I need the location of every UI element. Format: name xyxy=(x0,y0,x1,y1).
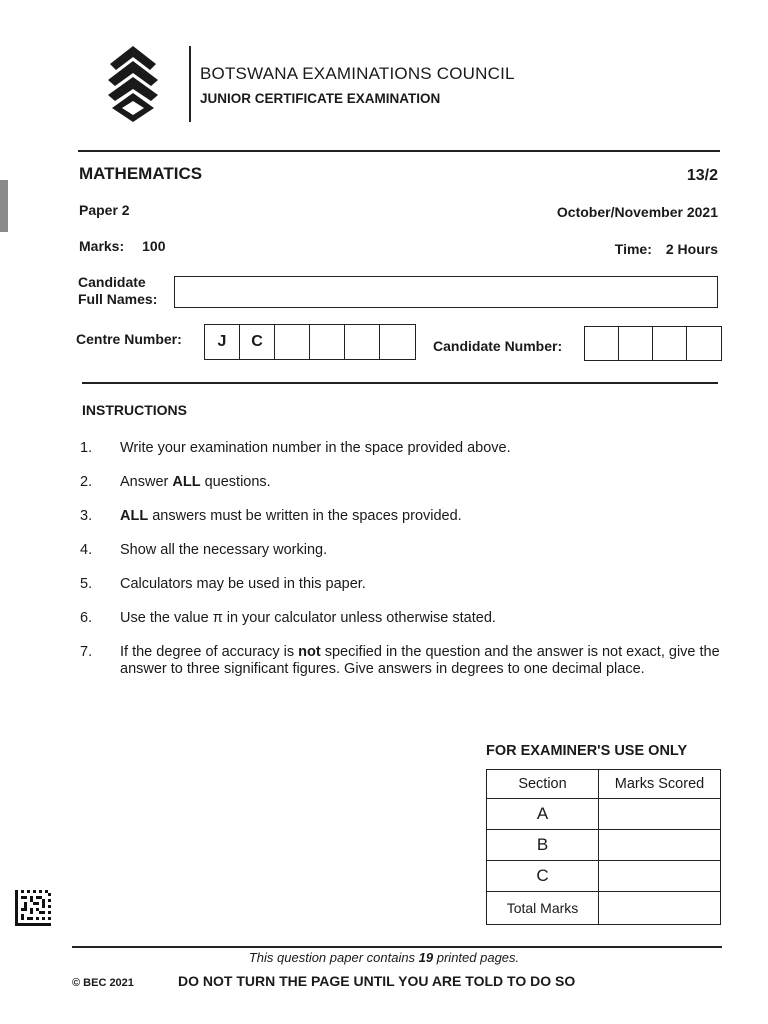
centre-number-cell[interactable]: C xyxy=(240,325,275,359)
marks-scored-cell[interactable] xyxy=(599,861,721,892)
marks-scored-cell[interactable] xyxy=(599,830,721,861)
column-header-marks-scored: Marks Scored xyxy=(599,770,721,799)
time-label: Time: xyxy=(614,241,652,257)
centre-number-field[interactable] xyxy=(204,324,416,360)
do-not-turn-warning: DO NOT TURN THE PAGE UNTIL YOU ARE TOLD TO DO SO xyxy=(178,973,576,989)
instruction-number: 2. xyxy=(80,474,93,490)
column-header-section: Section xyxy=(487,770,599,799)
instruction-text: ALL answers must be written in the spaces provided. xyxy=(120,508,462,524)
table-header-row xyxy=(487,770,721,799)
instruction-text: Show all the necessary working. xyxy=(120,542,328,558)
candidate-names-label-line1: Candidate xyxy=(78,274,146,290)
candidate-names-label xyxy=(78,274,157,308)
table-row xyxy=(487,799,721,830)
instruction-item xyxy=(80,610,725,627)
section-cell: B xyxy=(487,830,599,861)
candidate-number-cell[interactable] xyxy=(619,327,653,360)
section-cell: Total Marks xyxy=(487,892,599,925)
instruction-text: Write your examination number in the space provided above. xyxy=(120,440,511,456)
page-count-text: This question paper contains xyxy=(248,950,419,965)
scan-margin-tab xyxy=(0,180,8,232)
time-value: 2 Hours xyxy=(665,241,718,257)
section-cell: C xyxy=(487,861,599,892)
table-row xyxy=(487,892,721,925)
candidate-full-names-field[interactable] xyxy=(174,276,718,308)
header-divider xyxy=(189,46,191,122)
candidate-names-label-line2: Full Names: xyxy=(78,291,158,307)
instruction-text: Calculators may be used in this paper. xyxy=(120,576,366,592)
instruction-item xyxy=(80,440,725,457)
candidate-number-cell[interactable] xyxy=(653,327,687,360)
subject-title: MATHEMATICS xyxy=(79,164,203,183)
instruction-text: Use the value π in your calculator unless otherwise stated. xyxy=(120,610,496,626)
paper-number: Paper 2 xyxy=(79,202,130,218)
instruction-number: 7. xyxy=(80,644,93,660)
centre-number-label: Centre Number: xyxy=(76,331,182,347)
instructions-heading: INSTRUCTIONS xyxy=(82,402,187,418)
examiner-marks-table xyxy=(486,769,721,925)
datamatrix-code-icon xyxy=(15,890,51,926)
paper-code: 13/2 xyxy=(686,167,718,184)
council-name: BOTSWANA EXAMINATIONS COUNCIL xyxy=(200,64,515,83)
section-rule xyxy=(82,382,718,384)
centre-number-cell[interactable] xyxy=(380,325,415,359)
instruction-item xyxy=(80,644,725,678)
instruction-item xyxy=(80,576,725,593)
candidate-number-label: Candidate Number: xyxy=(433,338,563,354)
marks-value: 100 xyxy=(142,238,166,254)
total-marks xyxy=(79,238,166,254)
candidate-number-cell[interactable] xyxy=(687,327,721,360)
instruction-number: 6. xyxy=(80,610,93,626)
table-row xyxy=(487,861,721,892)
marks-label: Marks: xyxy=(79,238,125,254)
candidate-number-cell[interactable] xyxy=(585,327,619,360)
exam-time xyxy=(615,241,718,257)
instruction-item xyxy=(80,474,725,491)
centre-number-cell[interactable] xyxy=(275,325,310,359)
instruction-item xyxy=(80,508,725,525)
exam-name: JUNIOR CERTIFICATE EXAMINATION xyxy=(200,91,441,106)
bec-emblem-icon xyxy=(104,44,162,124)
instruction-text: If the degree of accuracy is not specified in the question and the answer is not exact, give the answer to three significant figures. Give answers in degrees to one decimal place. xyxy=(120,644,720,677)
section-cell: A xyxy=(487,799,599,830)
page-count-suffix: printed pages. xyxy=(433,950,520,965)
instruction-number: 1. xyxy=(80,440,93,456)
instructions-list xyxy=(80,440,725,678)
exam-session: October/November 2021 xyxy=(556,204,718,220)
footer-rule xyxy=(72,946,722,948)
instruction-number: 3. xyxy=(80,508,93,524)
instruction-number: 5. xyxy=(80,576,93,592)
instruction-text: Answer ALL questions. xyxy=(120,474,271,490)
table-row xyxy=(487,830,721,861)
page-count-value: 19 xyxy=(418,950,434,965)
centre-number-cell[interactable] xyxy=(310,325,345,359)
copyright-notice: © BEC 2021 xyxy=(72,977,134,989)
centre-number-cell[interactable] xyxy=(345,325,380,359)
header-rule xyxy=(78,150,720,152)
candidate-number-field[interactable] xyxy=(584,326,722,361)
examiner-use-heading: FOR EXAMINER'S USE ONLY xyxy=(486,743,688,759)
instruction-number: 4. xyxy=(80,542,93,558)
marks-scored-cell[interactable] xyxy=(599,892,721,925)
instruction-item xyxy=(80,542,725,559)
page-count-note xyxy=(0,950,768,965)
centre-number-cell[interactable]: J xyxy=(205,325,240,359)
marks-scored-cell[interactable] xyxy=(599,799,721,830)
